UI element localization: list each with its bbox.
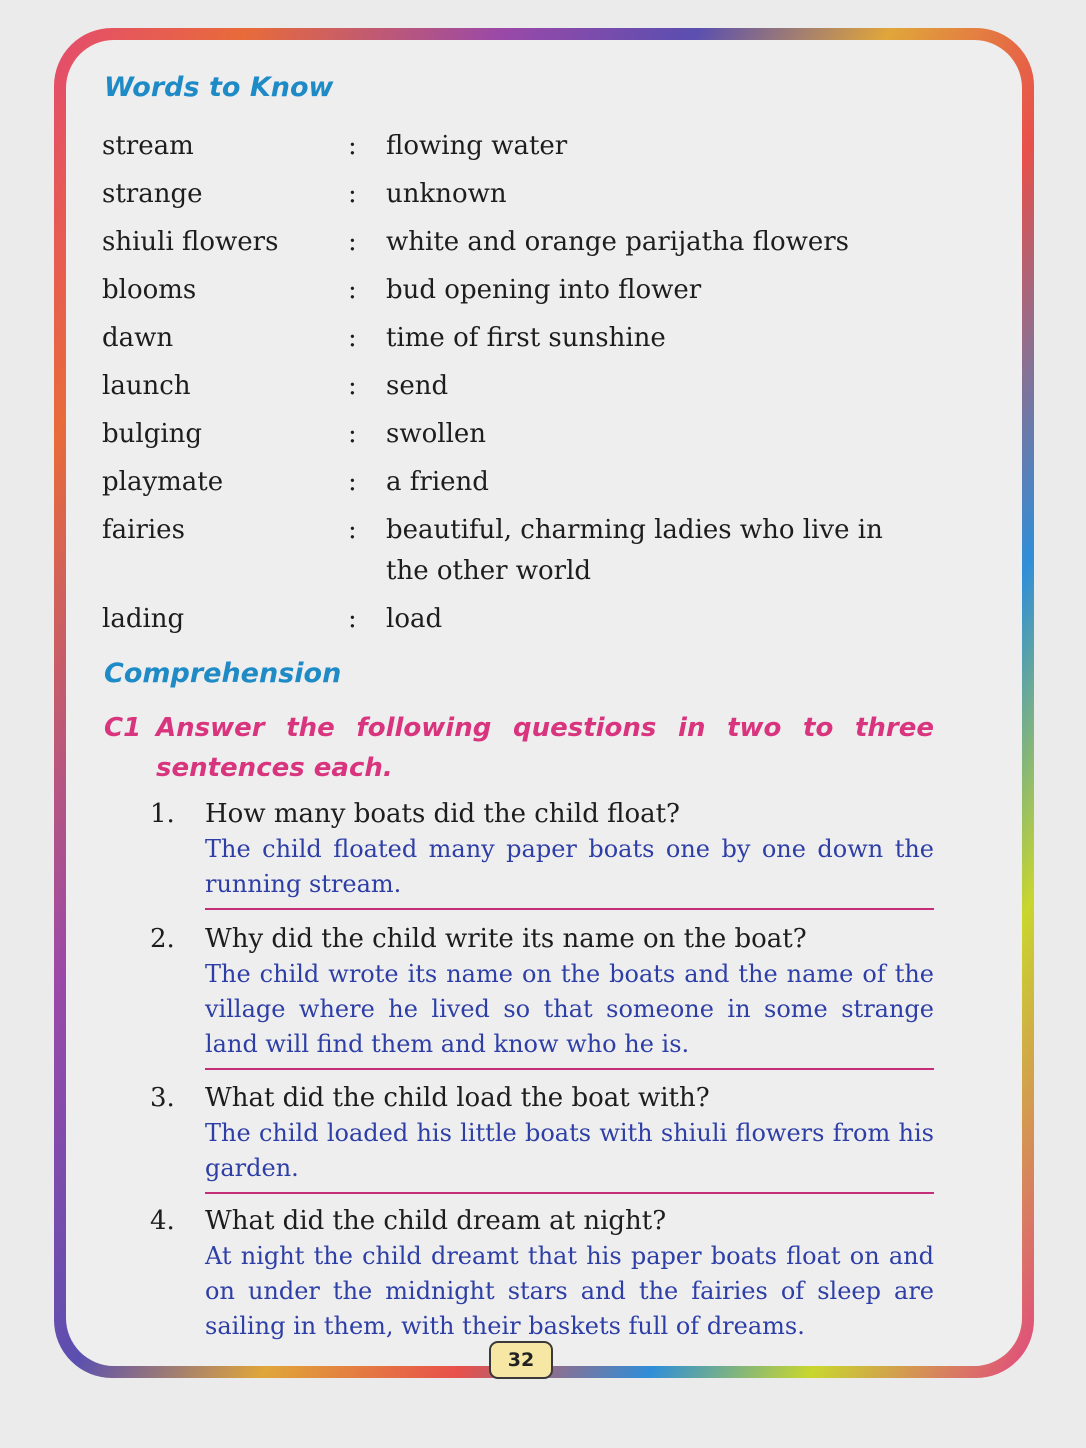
vocab-colon: : — [348, 323, 357, 353]
vocab-row — [102, 126, 922, 174]
answer-text: The child wrote its name on the boats and the name of the village where he lived so that someone in some strange land will find them and know who he is. — [205, 960, 934, 1058]
vocab-row — [102, 462, 922, 510]
vocab-colon: : — [348, 131, 357, 161]
vocab-term: launch — [102, 371, 191, 401]
exercise-instruction — [104, 708, 934, 788]
vocab-definition: unknown — [386, 179, 507, 209]
question — [150, 1080, 934, 1116]
vocab-definition: send — [386, 371, 449, 401]
vocab-row — [102, 366, 922, 414]
vocab-colon: : — [348, 275, 357, 305]
answer-text: The child loaded his little boats with shiuli flowers from his garden. — [205, 1119, 934, 1182]
vocab-row — [102, 510, 922, 599]
vocab-term: blooms — [102, 275, 197, 305]
question-block — [150, 796, 934, 910]
vocab-term: bulging — [102, 419, 203, 449]
vocab-colon: : — [348, 467, 357, 497]
vocab-definition: flowing water — [386, 131, 568, 161]
question — [150, 1203, 934, 1239]
question-number: 3. — [150, 1083, 175, 1113]
vocab-row — [102, 318, 922, 366]
vocab-term: fairies — [102, 515, 185, 545]
answer-underline — [205, 908, 934, 910]
vocab-definition: beautiful, charming ladies who live in the other world — [386, 515, 883, 586]
exercise-instruction-text: Answer the following questions in two to three sentences each. — [156, 713, 934, 783]
answer-text: At night the child dreamt that his paper boats float on and on under the midnight stars and the fairies of sleep are sailing in them, with their baskets full of dreams. — [205, 1242, 934, 1340]
question-block — [150, 1203, 934, 1344]
vocab-term: strange — [102, 179, 203, 209]
question-text: How many boats did the child float? — [205, 799, 680, 829]
comprehension-heading: Comprehension — [104, 658, 342, 689]
question-text: What did the child dream at night? — [205, 1206, 667, 1236]
question-number: 4. — [150, 1206, 175, 1236]
vocab-row — [102, 270, 922, 318]
vocab-definition: load — [386, 604, 443, 634]
words-to-know-heading: Words to Know — [104, 72, 334, 103]
answer-underline — [205, 1068, 934, 1070]
answer-underline — [205, 1192, 934, 1194]
vocab-definition: white and orange parijatha flowers — [386, 227, 850, 257]
vocab-definition: a friend — [386, 467, 489, 497]
vocab-row — [102, 174, 922, 222]
vocab-term: stream — [102, 131, 194, 161]
vocab-colon: : — [348, 227, 357, 257]
vocab-term: lading — [102, 604, 185, 634]
vocab-definition: time of first sunshine — [386, 323, 666, 353]
vocab-colon: : — [348, 371, 357, 401]
vocab-definition: swollen — [386, 419, 487, 449]
question-text: What did the child load the boat with? — [205, 1083, 710, 1113]
vocab-colon: : — [348, 604, 357, 634]
vocab-row — [102, 222, 922, 270]
question — [150, 796, 934, 832]
vocab-term: playmate — [102, 467, 224, 497]
vocab-row — [102, 599, 922, 647]
vocab-colon: : — [348, 179, 357, 209]
question-number: 2. — [150, 924, 175, 954]
page-number-badge: 32 — [489, 1341, 553, 1379]
vocabulary-list — [102, 126, 922, 647]
question-text: Why did the child write its name on the boat? — [205, 924, 807, 954]
answer-text: The child floated many paper boats one by one down the running stream. — [205, 835, 934, 898]
vocab-colon: : — [348, 515, 357, 545]
vocab-term: dawn — [102, 323, 174, 353]
question — [150, 921, 934, 957]
vocab-definition: bud opening into flower — [386, 275, 702, 305]
question-block — [150, 1080, 934, 1194]
exercise-number: C1 — [104, 713, 142, 743]
question-block — [150, 921, 934, 1070]
question-number: 1. — [150, 799, 175, 829]
vocab-term: shiuli flowers — [102, 227, 279, 257]
vocab-colon: : — [348, 419, 357, 449]
vocab-row — [102, 414, 922, 462]
